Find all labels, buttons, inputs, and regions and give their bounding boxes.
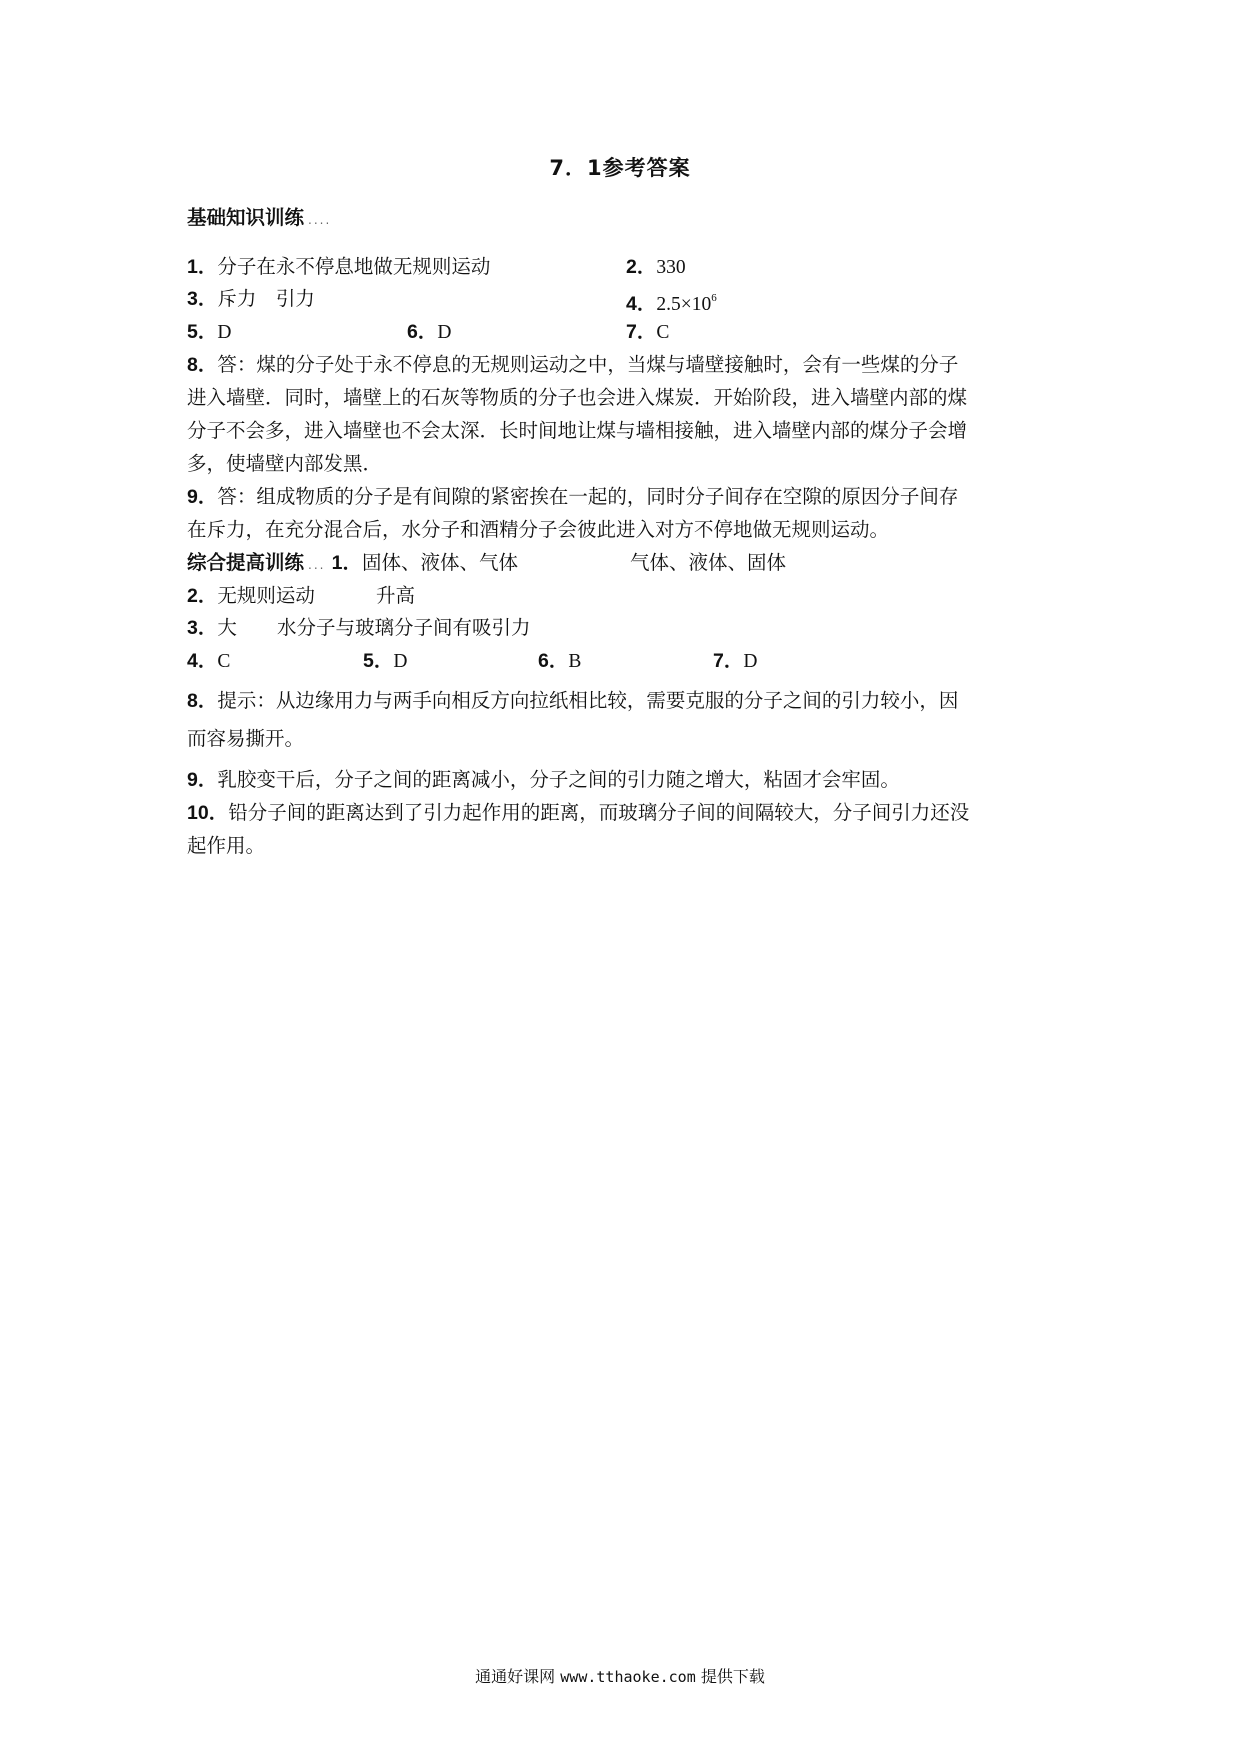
advanced-heading-dots: ...: [308, 558, 326, 572]
answer-text: C: [217, 651, 231, 672]
answer-text: 分子在永不停息地做无规则运动: [217, 255, 491, 278]
page-footer: [0, 1664, 1240, 1687]
answer-text: D: [393, 651, 408, 672]
answer-number: 4．: [187, 650, 218, 672]
answer-text: 乳胶变干后，分子之间的距离减小，分子之间的引力随之增大，粘固才会牢固。: [217, 768, 900, 791]
answer-exponent: 6: [711, 292, 717, 304]
advanced-answer-8-line-1: [187, 684, 958, 718]
answer-text: 斥力 引力: [217, 287, 315, 310]
answer-text: 固体、液体、气体: [362, 551, 519, 574]
advanced-answer-3: [187, 611, 237, 645]
answer-number: 5．: [187, 321, 218, 343]
answer-number: 7．: [713, 650, 744, 672]
footer-url-link[interactable]: www.tthaoke.com: [560, 1668, 696, 1686]
page-title: 7．1参考答案: [549, 156, 691, 180]
basic-answer-7: [626, 315, 669, 349]
basic-answer-9-line-1: [187, 480, 958, 514]
answer-number: 2．: [626, 256, 657, 278]
advanced-answer-10-line-2: 起作用。: [187, 834, 266, 857]
answer-number: 9．: [187, 769, 218, 791]
answer-number: 1．: [331, 552, 363, 574]
basic-answer-8-line-2: 进入墙壁．同时，墙壁上的石灰等物质的分子也会进入煤炭．开始阶段，进入墙壁内部的煤: [187, 386, 968, 409]
basic-answer-8-line-1: [187, 348, 958, 382]
answer-number: 6．: [538, 650, 569, 672]
advanced-answer-3-part-2: 水分子与玻璃分子间有吸引力: [277, 616, 531, 639]
advanced-heading-text: 综合提高训练: [187, 551, 305, 574]
advanced-answer-7: [713, 644, 757, 678]
advanced-answer-4: [187, 644, 230, 678]
basic-answer-1: [187, 250, 490, 284]
advanced-answer-1-part-2: 气体、液体、固体: [630, 551, 787, 574]
answer-text: 330: [656, 257, 686, 278]
answer-number: 5．: [363, 650, 394, 672]
answer-text: D: [743, 651, 758, 672]
advanced-answer-9: [187, 763, 900, 797]
basic-answer-5: [187, 315, 231, 349]
basic-answer-8-line-3: 分子不会多，进入墙壁也不会太深．长时间地让煤与墙相接触，进入墙壁内部的煤分子会增: [187, 419, 968, 442]
advanced-answer-2: [187, 579, 315, 613]
answer-text: C: [656, 322, 670, 343]
answer-text: B: [568, 651, 582, 672]
basic-heading-text: 基础知识训练: [187, 206, 305, 229]
answer-number: 6．: [407, 321, 438, 343]
answer-text: 铅分子间的距离达到了引力起作用的距离，而玻璃分子间的间隔较大，分子间引力还没: [228, 801, 970, 824]
answer-text: 答：组成物质的分子是有间隙的紧密挨在一起的，同时分子间存在空隙的原因分子间存: [217, 485, 959, 508]
advanced-answer-5: [363, 644, 407, 678]
answer-number: 8．: [187, 690, 218, 712]
answer-number: 8．: [187, 354, 218, 376]
advanced-answer-8-line-2: 而容易撕开。: [187, 727, 305, 750]
advanced-answer-10-line-1: [187, 796, 969, 830]
answer-number: 3．: [187, 288, 218, 310]
basic-answer-9-line-2: 在斥力，在充分混合后，水分子和酒精分子会彼此进入对方不停地做无规则运动。: [187, 518, 890, 541]
answer-number: 10．: [187, 802, 229, 824]
answer-text: D: [217, 322, 232, 343]
answer-text: 无规则运动: [217, 584, 315, 607]
footer-site: 通通好课网: [475, 1667, 556, 1686]
answer-number: 9．: [187, 486, 218, 508]
answer-number: 3．: [187, 617, 218, 639]
basic-answer-2: [626, 250, 686, 284]
advanced-section-heading: [187, 546, 518, 582]
advanced-answer-6: [538, 644, 581, 678]
answer-text: 提示：从边缘用力与两手向相反方向拉纸相比较，需要克服的分子之间的引力较小，因: [217, 689, 959, 712]
basic-heading-dots: ....: [308, 213, 332, 227]
answer-number: 7．: [626, 321, 657, 343]
answer-text: 大: [217, 616, 237, 639]
basic-section-heading: [187, 201, 331, 237]
answer-text: 2.5×10: [656, 294, 712, 315]
answer-number: 2．: [187, 585, 218, 607]
footer-suffix: 提供下载: [700, 1667, 765, 1686]
advanced-answer-2-part-2: 升高: [376, 584, 416, 607]
answer-number: 4．: [626, 293, 657, 315]
basic-answer-6: [407, 315, 451, 349]
answer-text: D: [437, 322, 452, 343]
basic-answer-8-line-4: 多，使墙壁内部发黑．: [187, 452, 383, 475]
answer-text: 答：煤的分子处于永不停息的无规则运动之中，当煤与墙壁接触时，会有一些煤的分子: [217, 353, 959, 376]
answer-number: 1．: [187, 256, 218, 278]
basic-answer-3: [187, 282, 315, 316]
